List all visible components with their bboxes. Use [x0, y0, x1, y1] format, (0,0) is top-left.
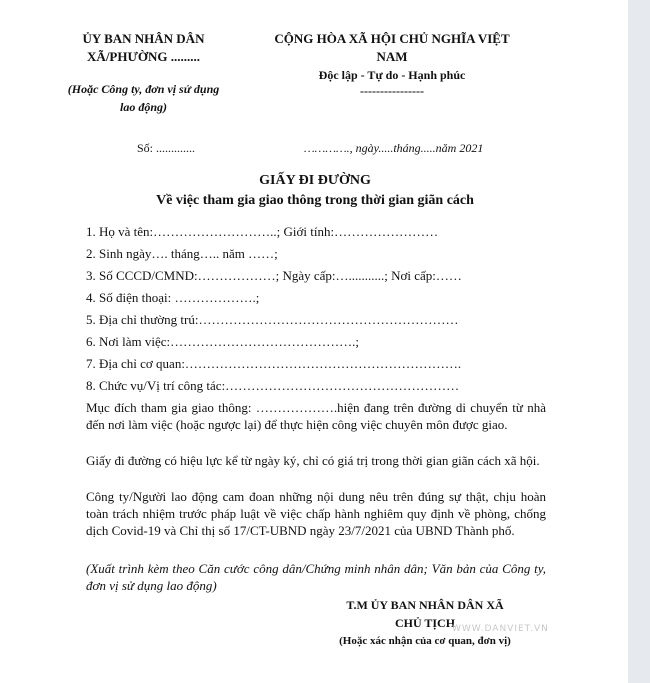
- org-ward: XÃ/PHƯỜNG .........: [87, 49, 200, 64]
- field-office-address: 7. Địa chỉ cơ quan:……………………………………………………….: [86, 356, 462, 371]
- note-paragraph: (Xuất trình kèm theo Căn cước công dân/Chứng minh nhân dân; Văn bản của Công ty, đơn vị sử dụng lao động): [86, 561, 546, 593]
- field-full-name: 1. Họ và tên:………………………..; Giới tính:……………………: [86, 224, 439, 239]
- org-name: ỦY BAN NHÂN DÂN: [82, 31, 205, 46]
- field-birth-date: 2. Sinh ngày…. tháng….. năm ……;: [86, 246, 278, 261]
- header-left: [56, 30, 231, 116]
- org-alt-line2: lao động): [119, 100, 167, 114]
- national-motto: Độc lập - Tự do - Hạnh phúc: [318, 68, 466, 82]
- field-phone: 4. Số điện thoại: ……………….;: [86, 290, 260, 305]
- document-date: …………., ngày.....tháng.....năm 2021: [304, 141, 484, 155]
- signature-line1: T.M ỦY BAN NHÂN DÂN XÃ: [346, 598, 504, 612]
- document-title: GIẤY ĐI ĐƯỜNG: [259, 173, 371, 188]
- field-workplace: 6. Nơi làm việc:…………………………………….;: [86, 334, 359, 349]
- signature-block: [290, 596, 560, 650]
- commitment-paragraph: Công ty/Người lao động cam đoan những nội dung nêu trên đúng sự thật, chịu hoàn toàn trách nhiệm trước pháp luật về việc chấp hành nghiêm quy định về phòng, chống dịch Covid-19 và Chỉ thị số 17/CT-UBND ngày 23/7/2021 của UBND Thành phố.: [86, 489, 546, 538]
- right-edge-strip: [628, 0, 650, 683]
- watermark-logo: WWW.DANVIET.VN: [452, 624, 549, 634]
- org-alt-line1: (Hoặc Công ty, đơn vị sử dụng: [67, 82, 220, 96]
- signature-line3: (Hoặc xác nhận của cơ quan, đơn vị): [339, 635, 511, 647]
- document-subtitle: Về việc tham gia giao thông trong thời gian giãn cách: [156, 193, 474, 208]
- purpose-paragraph: Mục đích tham gia giao thông: ……………….hiện đang trên đường di chuyển từ nhà đến nơi làm việc (hoặc ngược lại) để thực hiện công việc chuyên môn được giao.: [86, 400, 546, 432]
- field-permanent-address: 5. Địa chỉ thường trú:……………………………………………………: [86, 312, 459, 327]
- motto-divider: ----------------: [360, 84, 424, 98]
- field-id-number: 3. Số CCCD/CMND:………………; Ngày cấp:…...........; Nơi cấp:……: [86, 268, 462, 283]
- country-name: CỘNG HÒA XÃ HỘI CHỦ NGHĨA VIỆT NAM: [274, 31, 510, 64]
- header-right: [258, 30, 526, 98]
- validity-paragraph: Giấy đi đường có hiệu lực kể từ ngày ký, chỉ có giá trị trong thời gian giãn cách xã hội.: [86, 453, 540, 468]
- document-number: Số: .............: [137, 141, 196, 155]
- field-position: 8. Chức vụ/Vị trí công tác:………………………………………………: [86, 378, 460, 393]
- signature-line2: CHỦ TỊCH: [394, 616, 456, 630]
